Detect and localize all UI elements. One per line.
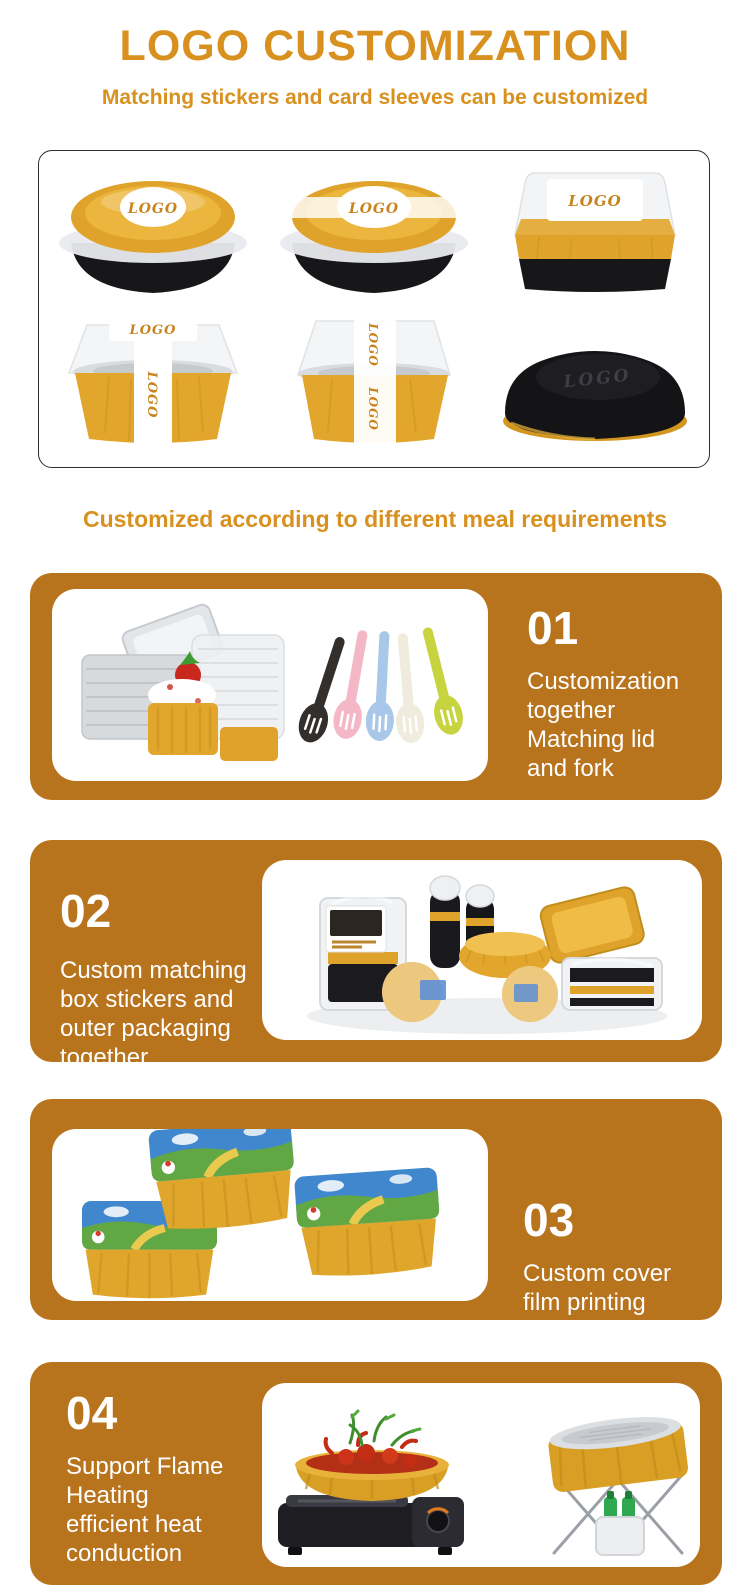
feature-description-line: outer packaging xyxy=(60,1015,231,1042)
feature-01-panel xyxy=(30,573,722,800)
rect-container-illustration xyxy=(491,157,699,307)
feature-description-line: box stickers and xyxy=(60,986,234,1013)
logo-sleeve-text-vertical: LOGO xyxy=(144,371,160,419)
logo-sleeve-text: LOGO xyxy=(129,323,177,338)
photo-wrapped-packaging xyxy=(262,860,702,1040)
feature-01-number: 01 xyxy=(527,602,579,654)
round-container-illustration xyxy=(49,157,257,307)
feature-04-text xyxy=(66,1388,266,1568)
feature-02-photo-card xyxy=(262,860,702,1040)
photo-lids-and-forks xyxy=(52,589,488,781)
feature-description-line: Custom cover xyxy=(523,1260,672,1287)
feature-04-description xyxy=(66,1452,266,1568)
showcase-item-square-t-sleeve xyxy=(49,311,257,461)
showcase-item-rect-card xyxy=(491,157,699,307)
feature-description-line: Custom matching xyxy=(60,957,247,984)
feature-03-panel xyxy=(30,1099,722,1320)
meal-requirements-heading: Customized according to different meal requirements xyxy=(82,506,668,532)
square-cup-vertical-sleeve-illustration xyxy=(270,311,478,461)
page-title: LOGO CUSTOMIZATION xyxy=(119,22,631,70)
feature-01-photo-card xyxy=(52,589,488,781)
logo-sleeve-text-vertical: LOGO xyxy=(365,387,380,431)
feature-description-line: together xyxy=(527,697,616,724)
feature-description-line: efficient heat xyxy=(66,1511,202,1538)
black-lid-illustration xyxy=(491,311,699,461)
logo-embossed-text: LOGO xyxy=(562,365,633,393)
feature-description-line: Heating xyxy=(66,1482,149,1509)
feature-description-line: together xyxy=(60,1044,149,1071)
feature-01-text xyxy=(527,603,727,783)
page-subtitle: Matching stickers and card sleeves can be customized xyxy=(101,86,649,109)
feature-description-line: Customization xyxy=(527,668,680,695)
feature-03-photo-card xyxy=(52,1129,488,1301)
showcase-item-square-vertical-sleeve xyxy=(270,311,478,461)
feature-04-panel xyxy=(30,1362,722,1585)
logo-sticker-text: LOGO xyxy=(348,201,400,217)
showcase-item-black-lid xyxy=(491,311,699,461)
feature-02-text xyxy=(60,886,285,1072)
feature-description-line: Matching lid xyxy=(527,726,656,753)
feature-description-line: and fork xyxy=(527,755,614,782)
feature-02-number: 02 xyxy=(60,885,112,937)
photo-printed-film-containers xyxy=(52,1129,488,1301)
logo-sticker-text: LOGO xyxy=(567,192,622,210)
feature-01-description xyxy=(527,667,727,783)
feature-description-line: conduction xyxy=(66,1540,183,1567)
feature-03-number: 03 xyxy=(523,1194,575,1246)
feature-03-text xyxy=(523,1195,723,1317)
showcase-item-round-sleeve xyxy=(270,157,478,307)
logo-sleeve-text-vertical: LOGO xyxy=(365,323,380,367)
feature-02-description xyxy=(60,956,285,1072)
feature-04-number: 04 xyxy=(66,1387,118,1439)
feature-description-line: film printing xyxy=(523,1289,646,1316)
showcase-item-round-sticker xyxy=(49,157,257,307)
photo-flame-heating xyxy=(262,1383,700,1567)
feature-04-photo-card xyxy=(262,1383,700,1567)
round-container-sleeve-illustration xyxy=(270,157,478,307)
logo-showcase-box xyxy=(38,150,710,468)
feature-description-line: Support Flame xyxy=(66,1453,224,1480)
logo-sticker-text: LOGO xyxy=(128,201,179,217)
feature-03-description xyxy=(523,1259,723,1317)
square-cup-t-sleeve-illustration xyxy=(49,311,257,461)
feature-02-panel xyxy=(30,840,722,1071)
